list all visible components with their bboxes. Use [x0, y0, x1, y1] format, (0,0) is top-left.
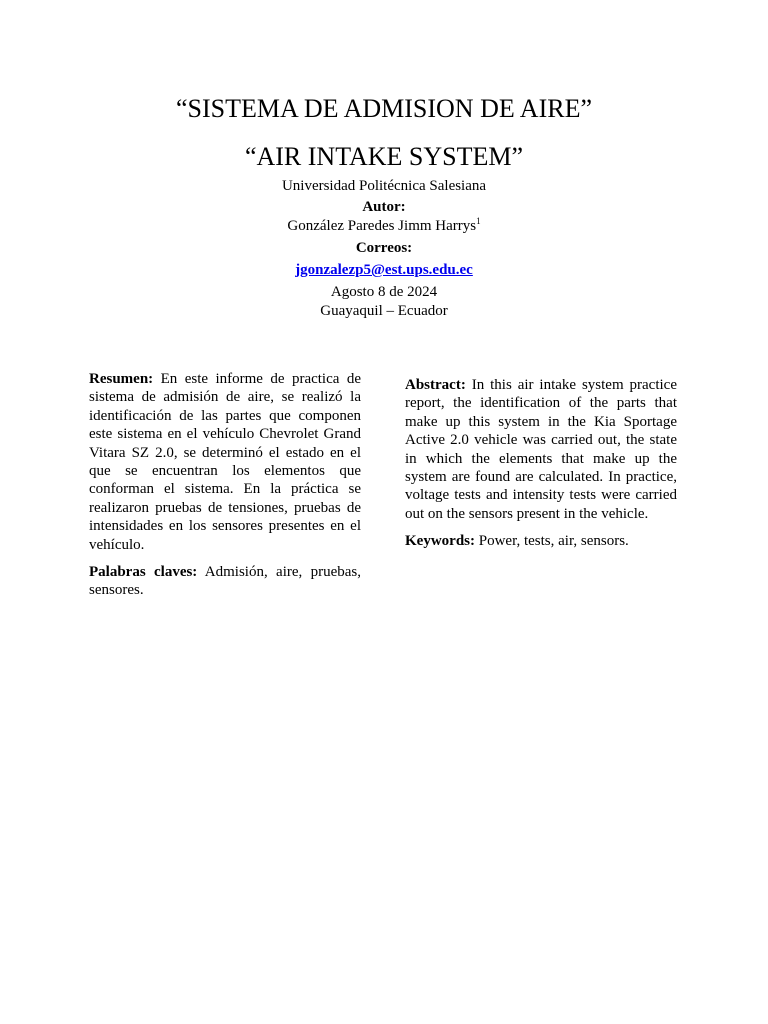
palabras-claves-paragraph [89, 563, 361, 600]
author-name: González Paredes Jimm Harrys [287, 218, 477, 234]
title-spanish: “SISTEMA DE ADMISION DE AIRE” [176, 94, 592, 123]
author-line [0, 216, 768, 236]
resumen-paragraph [89, 370, 361, 554]
resumen-label: Resumen: [89, 371, 154, 387]
abstract-label: Abstract: [405, 377, 466, 393]
author-affiliation-mark: 1 [476, 216, 481, 226]
keywords-paragraph [405, 532, 677, 550]
email-line [0, 260, 768, 280]
resumen-text: En este informe de practica de sistema de admisión de aire, se realizó la identificación de las partes que componen este sistema en el vehículo Chevrolet Grand Vitara SZ 2.0, se determinó el estado en el que se encuentran los elementos que conforman el sistema. En la práctica se realizaron pruebas de tensiones, pruebas de intensidades en los sensores presentes en el vehículo. [89, 371, 361, 553]
email-link[interactable]: jgonzalezp5@est.ups.edu.ec [295, 262, 473, 278]
author-label: Autor: [362, 199, 406, 215]
place: Guayaquil – Ecuador [320, 303, 448, 319]
university-name: Universidad Politécnica Salesiana [281, 178, 487, 194]
palabras-claves-label: Palabras claves: [89, 564, 198, 581]
palabras-claves-text: Admisión, aire, pruebas, sensores. [89, 564, 361, 599]
keywords-label: Keywords: [405, 533, 475, 550]
abstract-paragraph [405, 376, 677, 523]
left-column [89, 370, 361, 609]
date: Agosto 8 de 2024 [330, 284, 438, 300]
keywords-text: Power, tests, air, sensors. [475, 533, 629, 550]
right-column [405, 376, 677, 560]
emails-label: Correos: [355, 240, 413, 256]
title-english: “AIR INTAKE SYSTEM” [244, 142, 524, 171]
abstract-text: In this air intake system practice report, the identification of the parts that make up this system in the Kia Sportage Active 2.0 vehicle was carried out, the state in which the elements that make up the system are found are calculated. In practice, voltage tests and intensity tests were carried out on the sensors present in the vehicle. [405, 377, 677, 522]
